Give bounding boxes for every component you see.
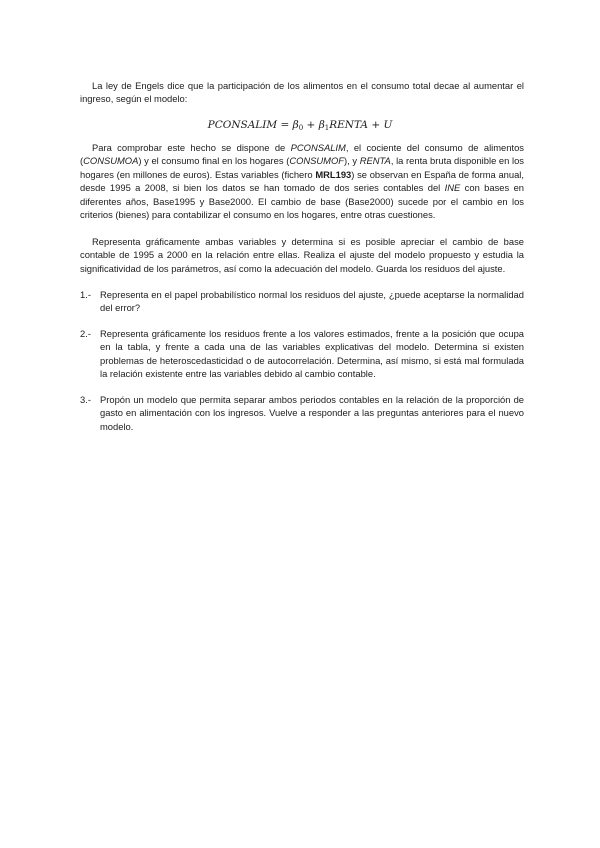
file-name: MRL193 (315, 168, 352, 180)
formula-equals: = (277, 119, 293, 131)
question-number: 3.- (80, 394, 91, 405)
formula-beta0: β (292, 119, 299, 131)
model-formula (0, 118, 600, 135)
question-text: Representa gráficamente los residuos frente a los valores estimados, frente a la posición que ocupa en la tabla, y frente a cada una de las variables explicativas del modelo. Determina si existen problemas de heteroscedasticidad o de autocorrelación. Determina, así mismo, si está mal formulada la relación existente entre las variables debido al cambio contable. (100, 328, 524, 380)
task-paragraph (80, 235, 524, 275)
task-text: Representa gráficamente ambas variables y determina si es posible apreciar el cambio de base contable de 1995 a 2000 en la relación entre ellas. Realiza el ajuste del modelo propuesto y estudia la significatividad de los parámetros, así como la adecuación del modelo. Guarda los residuos del ajuste. (80, 236, 524, 274)
formula-variable: RENTA (329, 119, 369, 131)
context-text-6: ) se observan en España de forma anual, desde 1995 a 2008, si bien los datos se han tomado de dos series contables del (80, 168, 524, 194)
formula-plus-1: + (303, 119, 319, 131)
question-item-2 (80, 327, 524, 381)
formula-error: U (383, 119, 393, 131)
var-ine: INE (444, 182, 461, 194)
context-text-5: , la renta bruta disponible en los hogares (en millones de euros). Estas variables (fichero (80, 155, 524, 180)
intro-paragraph (80, 79, 524, 106)
formula-plus-2: + (368, 119, 384, 131)
context-text-1: Para comprobar este hecho se dispone de (92, 142, 291, 153)
formula-lhs: PCONSALIM (207, 119, 278, 131)
context-paragraph (80, 141, 524, 221)
var-consumoa: CONSUMOA (83, 155, 139, 167)
question-text: Propón un modelo que permita separar ambos periodos contables en la relación de la proporción de gasto en alimentación con los ingresos. Vuelve a responder a las preguntas anteriores para el nuevo modelo. (100, 394, 524, 432)
context-text-3: ) y el consumo final en los hogares ( (138, 155, 290, 167)
var-renta: RENTA (359, 155, 391, 167)
context-text-2: , el cociente del consumo de alimentos ( (80, 142, 524, 167)
formula-beta1: β (318, 119, 325, 131)
question-number: 2.- (80, 328, 91, 339)
var-consumof: CONSUMOF (289, 155, 345, 167)
formula-beta1-sub: 1 (324, 124, 330, 132)
question-number: 1.- (80, 289, 91, 300)
var-pconsalim: PCONSALIM (290, 142, 346, 153)
intro-text: La ley de Engels dice que la participación de los alimentos en el consumo total decae al aumentar el ingreso, según el modelo: (80, 80, 524, 105)
context-text-4: ), y (344, 155, 360, 167)
context-text-7: con bases en diferentes años, Base1995 y Base2000. El cambio de base (Base2000) sucede por el cambio en los criterios (bienes) para contabilizar el consumo en los hogares, entre otras cuestiones. (80, 182, 525, 221)
formula-beta0-sub: 0 (298, 124, 304, 132)
question-text: Representa en el papel probabilístico normal los residuos del ajuste, ¿puede aceptarse la normalidad del error? (100, 289, 524, 314)
question-item-3 (80, 393, 524, 433)
question-item-1 (80, 288, 524, 315)
